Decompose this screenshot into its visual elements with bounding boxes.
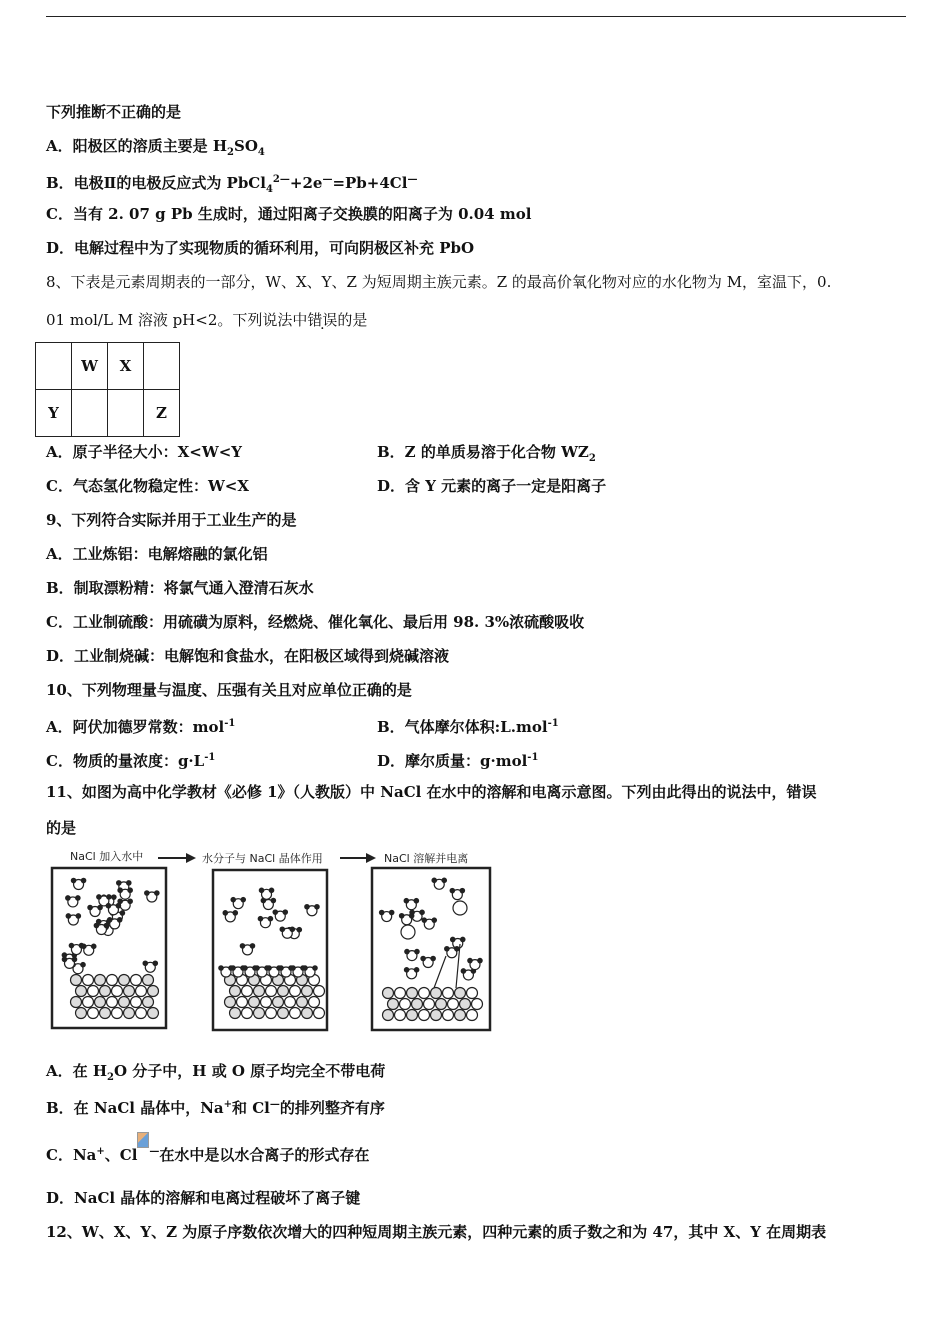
particle: [389, 910, 393, 914]
particle: [419, 1010, 430, 1021]
particle: [448, 999, 459, 1010]
particle: [407, 988, 418, 999]
particle: [79, 943, 83, 947]
particle: [88, 986, 99, 997]
particle: [278, 1008, 289, 1019]
particle: [118, 899, 122, 903]
particle: [431, 956, 435, 960]
q11-option-c: C．Na+、Cl —在水中是以水合离子的形式存在: [46, 1142, 369, 1165]
particle: [283, 910, 287, 914]
particle: [237, 997, 248, 1008]
particle: [76, 896, 80, 900]
particle: [124, 986, 135, 997]
particle: [136, 1008, 147, 1019]
q8-option-d: D．含 Y 元素的离子一定是阳离子: [377, 477, 607, 495]
particle: [88, 905, 92, 909]
q10-stem: 10、下列物理量与温度、压强有关且对应单位正确的是: [46, 681, 412, 699]
particle: [419, 988, 430, 999]
pt-cell: [72, 390, 108, 437]
particle: [83, 997, 94, 1008]
q8-option-b: B．Z 的单质易溶于化合物 $WZ_2$: [377, 443, 596, 464]
particle: [92, 944, 96, 948]
fig-label-3: NaCl 溶解并电离: [384, 852, 469, 865]
particle: [460, 999, 471, 1010]
q9-option-b: B．制取漂粉精：将氯气通入澄清石灰水: [46, 579, 314, 597]
q7-option-c: C．当有 2. 07 g Pb 生成时，通过阳离子交换膜的阳离子为 0.04 mol: [46, 205, 532, 223]
particle: [443, 1010, 454, 1021]
particle: [273, 997, 284, 1008]
q9-option-a: A．工业炼铝：电解熔融的氯化铝: [46, 545, 268, 563]
particle: [117, 918, 121, 922]
particle: [240, 944, 244, 948]
q11-option-b: B．在 NaCl 晶体中，Na+和 Cl—的排列整齐有序: [46, 1099, 385, 1117]
particle: [128, 888, 132, 892]
particle: [472, 999, 483, 1010]
particle: [309, 997, 320, 1008]
particle: [66, 914, 70, 918]
image-placeholder-icon: [137, 1132, 149, 1148]
q8-emphasis: 错误: [307, 311, 338, 329]
particle: [409, 914, 413, 918]
particle: [120, 911, 124, 915]
particle: [404, 899, 408, 903]
particle: [436, 999, 447, 1010]
particle: [97, 895, 101, 899]
particle: [225, 997, 236, 1008]
particle: [100, 1008, 111, 1019]
particle: [271, 898, 275, 902]
pt-cell-w: W: [72, 343, 108, 390]
particle: [443, 988, 454, 999]
particle: [291, 966, 295, 970]
particle: [116, 904, 120, 908]
particle: [81, 963, 85, 967]
particle: [242, 986, 253, 997]
pt-cell-x: X: [108, 343, 144, 390]
particle: [302, 1008, 313, 1019]
particle: [71, 975, 82, 986]
particle: [219, 966, 223, 970]
particle: [143, 961, 147, 965]
particle: [422, 918, 426, 922]
q7-option-d: D．电解过程中为了实现物质的循环利用，可向阴极区补充 PbO: [46, 239, 475, 257]
q10-option-b: B．气体摩尔体积:L.mol$^{-1}$: [377, 718, 559, 736]
particle: [233, 911, 237, 915]
particle: [305, 905, 309, 909]
particle: [71, 878, 75, 882]
particle: [104, 923, 108, 927]
particle: [453, 901, 467, 915]
particle: [269, 888, 273, 892]
particle: [76, 1008, 87, 1019]
q8-option-c: C．气态氢化物稳定性：W<X: [46, 477, 249, 495]
particle: [267, 966, 271, 970]
q8-stem-line2: 01 mol/L M 溶液 pH<2。下列说法中错误的是: [46, 311, 368, 329]
particle: [431, 1010, 442, 1021]
particle: [290, 986, 301, 997]
particle: [315, 905, 319, 909]
q7-option-a: A．阳极区的溶质主要是 $H_2SO_4$: [46, 137, 265, 158]
particle: [243, 966, 247, 970]
fig-label-1: NaCl 加入水中: [70, 850, 144, 863]
particle: [98, 905, 102, 909]
arrow-up: [434, 956, 446, 988]
particle: [124, 1008, 135, 1019]
particle: [107, 895, 111, 899]
q8-option-a: A．原子半径大小：X<W<Y: [46, 443, 242, 461]
particle: [259, 888, 263, 892]
particle: [379, 910, 383, 914]
particle: [280, 927, 284, 931]
particle: [76, 914, 80, 918]
pt-cell: [108, 390, 144, 437]
particle: [314, 1008, 325, 1019]
particle: [432, 918, 436, 922]
q10-option-c: C．物质的量浓度：$g\cdot L^{-1}$: [46, 752, 216, 770]
particle: [303, 966, 307, 970]
particle: [450, 888, 454, 892]
particle: [223, 911, 227, 915]
particle: [107, 997, 118, 1008]
particle: [76, 986, 87, 997]
q8-stem-line1: 8、下表是元素周期表的一部分，W、X、Y、Z 为短周期主族元素。Z 的最高价氧化物对应的水化物为 M，室温下，0.: [46, 273, 832, 291]
particle: [112, 895, 116, 899]
particle: [314, 986, 325, 997]
particle: [407, 1010, 418, 1021]
particle: [62, 957, 66, 961]
particle: [94, 923, 98, 927]
particle: [383, 1010, 394, 1021]
particle: [442, 878, 446, 882]
particle: [127, 881, 131, 885]
particle: [119, 975, 130, 986]
particle: [468, 958, 472, 962]
particle: [107, 975, 118, 986]
particle: [297, 997, 308, 1008]
particle: [119, 997, 130, 1008]
q10-option-a: A．阿伏加德罗常数：mol$^{-1}$: [46, 718, 236, 736]
particle: [302, 986, 313, 997]
particle: [242, 1008, 253, 1019]
particle: [66, 896, 70, 900]
particle: [131, 997, 142, 1008]
particle: [107, 918, 111, 922]
particle: [268, 917, 272, 921]
particle: [143, 975, 154, 986]
particle: [478, 958, 482, 962]
pt-cell-y: Y: [36, 390, 72, 437]
particle: [412, 999, 423, 1010]
particle: [414, 899, 418, 903]
particle: [148, 986, 159, 997]
particle: [273, 910, 277, 914]
particle: [69, 943, 73, 947]
particle: [424, 999, 435, 1010]
particle: [297, 927, 301, 931]
particle: [72, 957, 76, 961]
header-rule: [46, 16, 906, 17]
particle: [112, 986, 123, 997]
fig-label-2: 水分子与 NaCl 晶体作用: [202, 852, 323, 865]
particle: [88, 1008, 99, 1019]
particle: [455, 988, 466, 999]
particle: [71, 997, 82, 1008]
particle: [118, 888, 122, 892]
particle: [249, 997, 260, 1008]
particle: [432, 878, 436, 882]
pt-cell: [36, 343, 72, 390]
particle: [455, 1010, 466, 1021]
particle: [261, 997, 272, 1008]
particle: [145, 891, 149, 895]
particle: [112, 1008, 123, 1019]
particle: [404, 968, 408, 972]
particle: [231, 966, 235, 970]
particle: [285, 997, 296, 1008]
particle: [241, 897, 245, 901]
particle: [383, 988, 394, 999]
particle: [100, 986, 111, 997]
q9-option-d: D．工业制烧碱：电解饱和食盐水，在阳极区域得到烧碱溶液: [46, 647, 450, 665]
q11-option-d: D．NaCl 晶体的溶解和电离过程破坏了离子键: [46, 1189, 361, 1207]
particle: [254, 986, 265, 997]
particle: [83, 975, 94, 986]
q12-stem: 12、W、X、Y、Z 为原子序数依次增大的四种短周期主族元素，四种元素的质子数之和为 47，其中 X、Y 在周期表: [46, 1223, 827, 1241]
particle: [460, 888, 464, 892]
q11-option-a: A．在 $H_2O$ 分子中，H 或 O 原子均完全不带电荷: [46, 1062, 386, 1083]
particle: [230, 986, 241, 997]
periodic-table-fragment: [35, 342, 180, 437]
particle: [153, 961, 157, 965]
particle: [143, 997, 154, 1008]
particle: [451, 937, 455, 941]
particle: [250, 944, 254, 948]
particle: [395, 988, 406, 999]
pt-cell: [144, 343, 180, 390]
particle: [266, 1008, 277, 1019]
particle: [290, 927, 294, 931]
particle: [148, 1008, 159, 1019]
particle: [313, 966, 317, 970]
particle: [431, 988, 442, 999]
particle: [128, 899, 132, 903]
particle: [445, 947, 449, 951]
q9-stem: 9、下列符合实际并用于工业生产的是: [46, 511, 297, 529]
q7-stem: 下列推断不正确的是: [46, 103, 182, 121]
particle: [399, 914, 403, 918]
particle: [467, 988, 478, 999]
nacl-dissolution-figure: [46, 848, 492, 1034]
particle: [400, 999, 411, 1010]
particle: [266, 986, 277, 997]
particle: [136, 986, 147, 997]
particle: [461, 969, 465, 973]
particle: [95, 975, 106, 986]
particle: [95, 997, 106, 1008]
particle: [461, 937, 465, 941]
particle: [455, 947, 459, 951]
particle: [388, 999, 399, 1010]
particle: [131, 975, 142, 986]
particle: [420, 910, 424, 914]
particle: [254, 1008, 265, 1019]
pt-cell-z: Z: [144, 390, 180, 437]
q10-option-d: D．摩尔质量：g·mol$^{-1}$: [377, 752, 539, 770]
particle: [230, 1008, 241, 1019]
particle: [401, 925, 415, 939]
q11-stem-line1: 11、如图为高中化学教材《必修 1》（人教版）中 NaCl 在水中的溶解和电离示意图。下列由此得出的说法中，错误: [46, 783, 817, 801]
particle: [405, 949, 409, 953]
particle: [395, 1010, 406, 1021]
particle: [467, 1010, 478, 1021]
particle: [290, 1008, 301, 1019]
particle: [255, 966, 259, 970]
particle: [117, 881, 121, 885]
q7-option-b: B．电极Ⅱ的电极反应式为 PbCl$_4^{2—}$+2e—=Pb+4Cl—: [46, 174, 418, 195]
q9-option-c: C．工业制硫酸：用硫磺为原料，经燃烧、催化氧化、最后用 98. 3%浓硫酸吸收: [46, 613, 585, 631]
particle: [415, 949, 419, 953]
particle: [279, 966, 283, 970]
q11-stem-line2: 的是: [46, 819, 77, 837]
particle: [155, 891, 159, 895]
particle: [414, 968, 418, 972]
particle: [231, 897, 235, 901]
particle: [278, 986, 289, 997]
particle: [81, 878, 85, 882]
particle: [258, 917, 262, 921]
particle: [421, 956, 425, 960]
particle: [106, 904, 110, 908]
